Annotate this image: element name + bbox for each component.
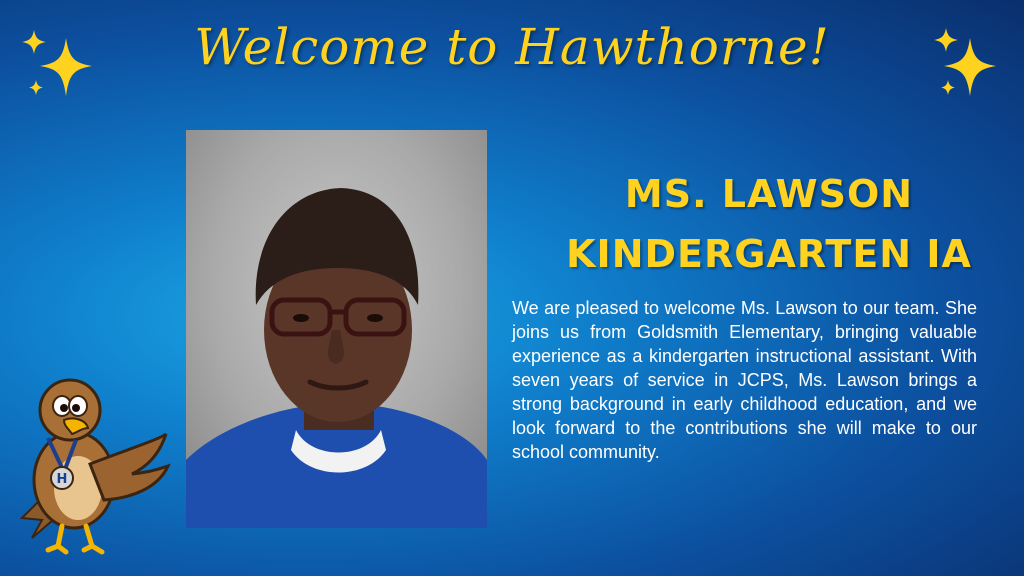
sparkles-icon xyxy=(22,24,94,102)
slide-title: Welcome to Hawthorne! xyxy=(194,18,830,76)
sparkles-icon xyxy=(934,24,1006,102)
mascot-medal-letter: H xyxy=(56,472,68,487)
staff-portrait xyxy=(186,130,487,528)
staff-name: MS. LAWSON xyxy=(624,172,914,216)
staff-bio: We are pleased to welcome Ms. Lawson to our team. She joins us from Goldsmith Elementary, bringing valuable experience as a kindergarten instructional assistant. With seven years of service in JCPS, Ms. Lawson brings a strong background in early childhood education, and we look forward to the contributions she will make to our school community. xyxy=(512,298,977,462)
hawk-mascot-icon xyxy=(12,368,172,558)
staff-role: KINDERGARTEN IA xyxy=(566,232,972,276)
